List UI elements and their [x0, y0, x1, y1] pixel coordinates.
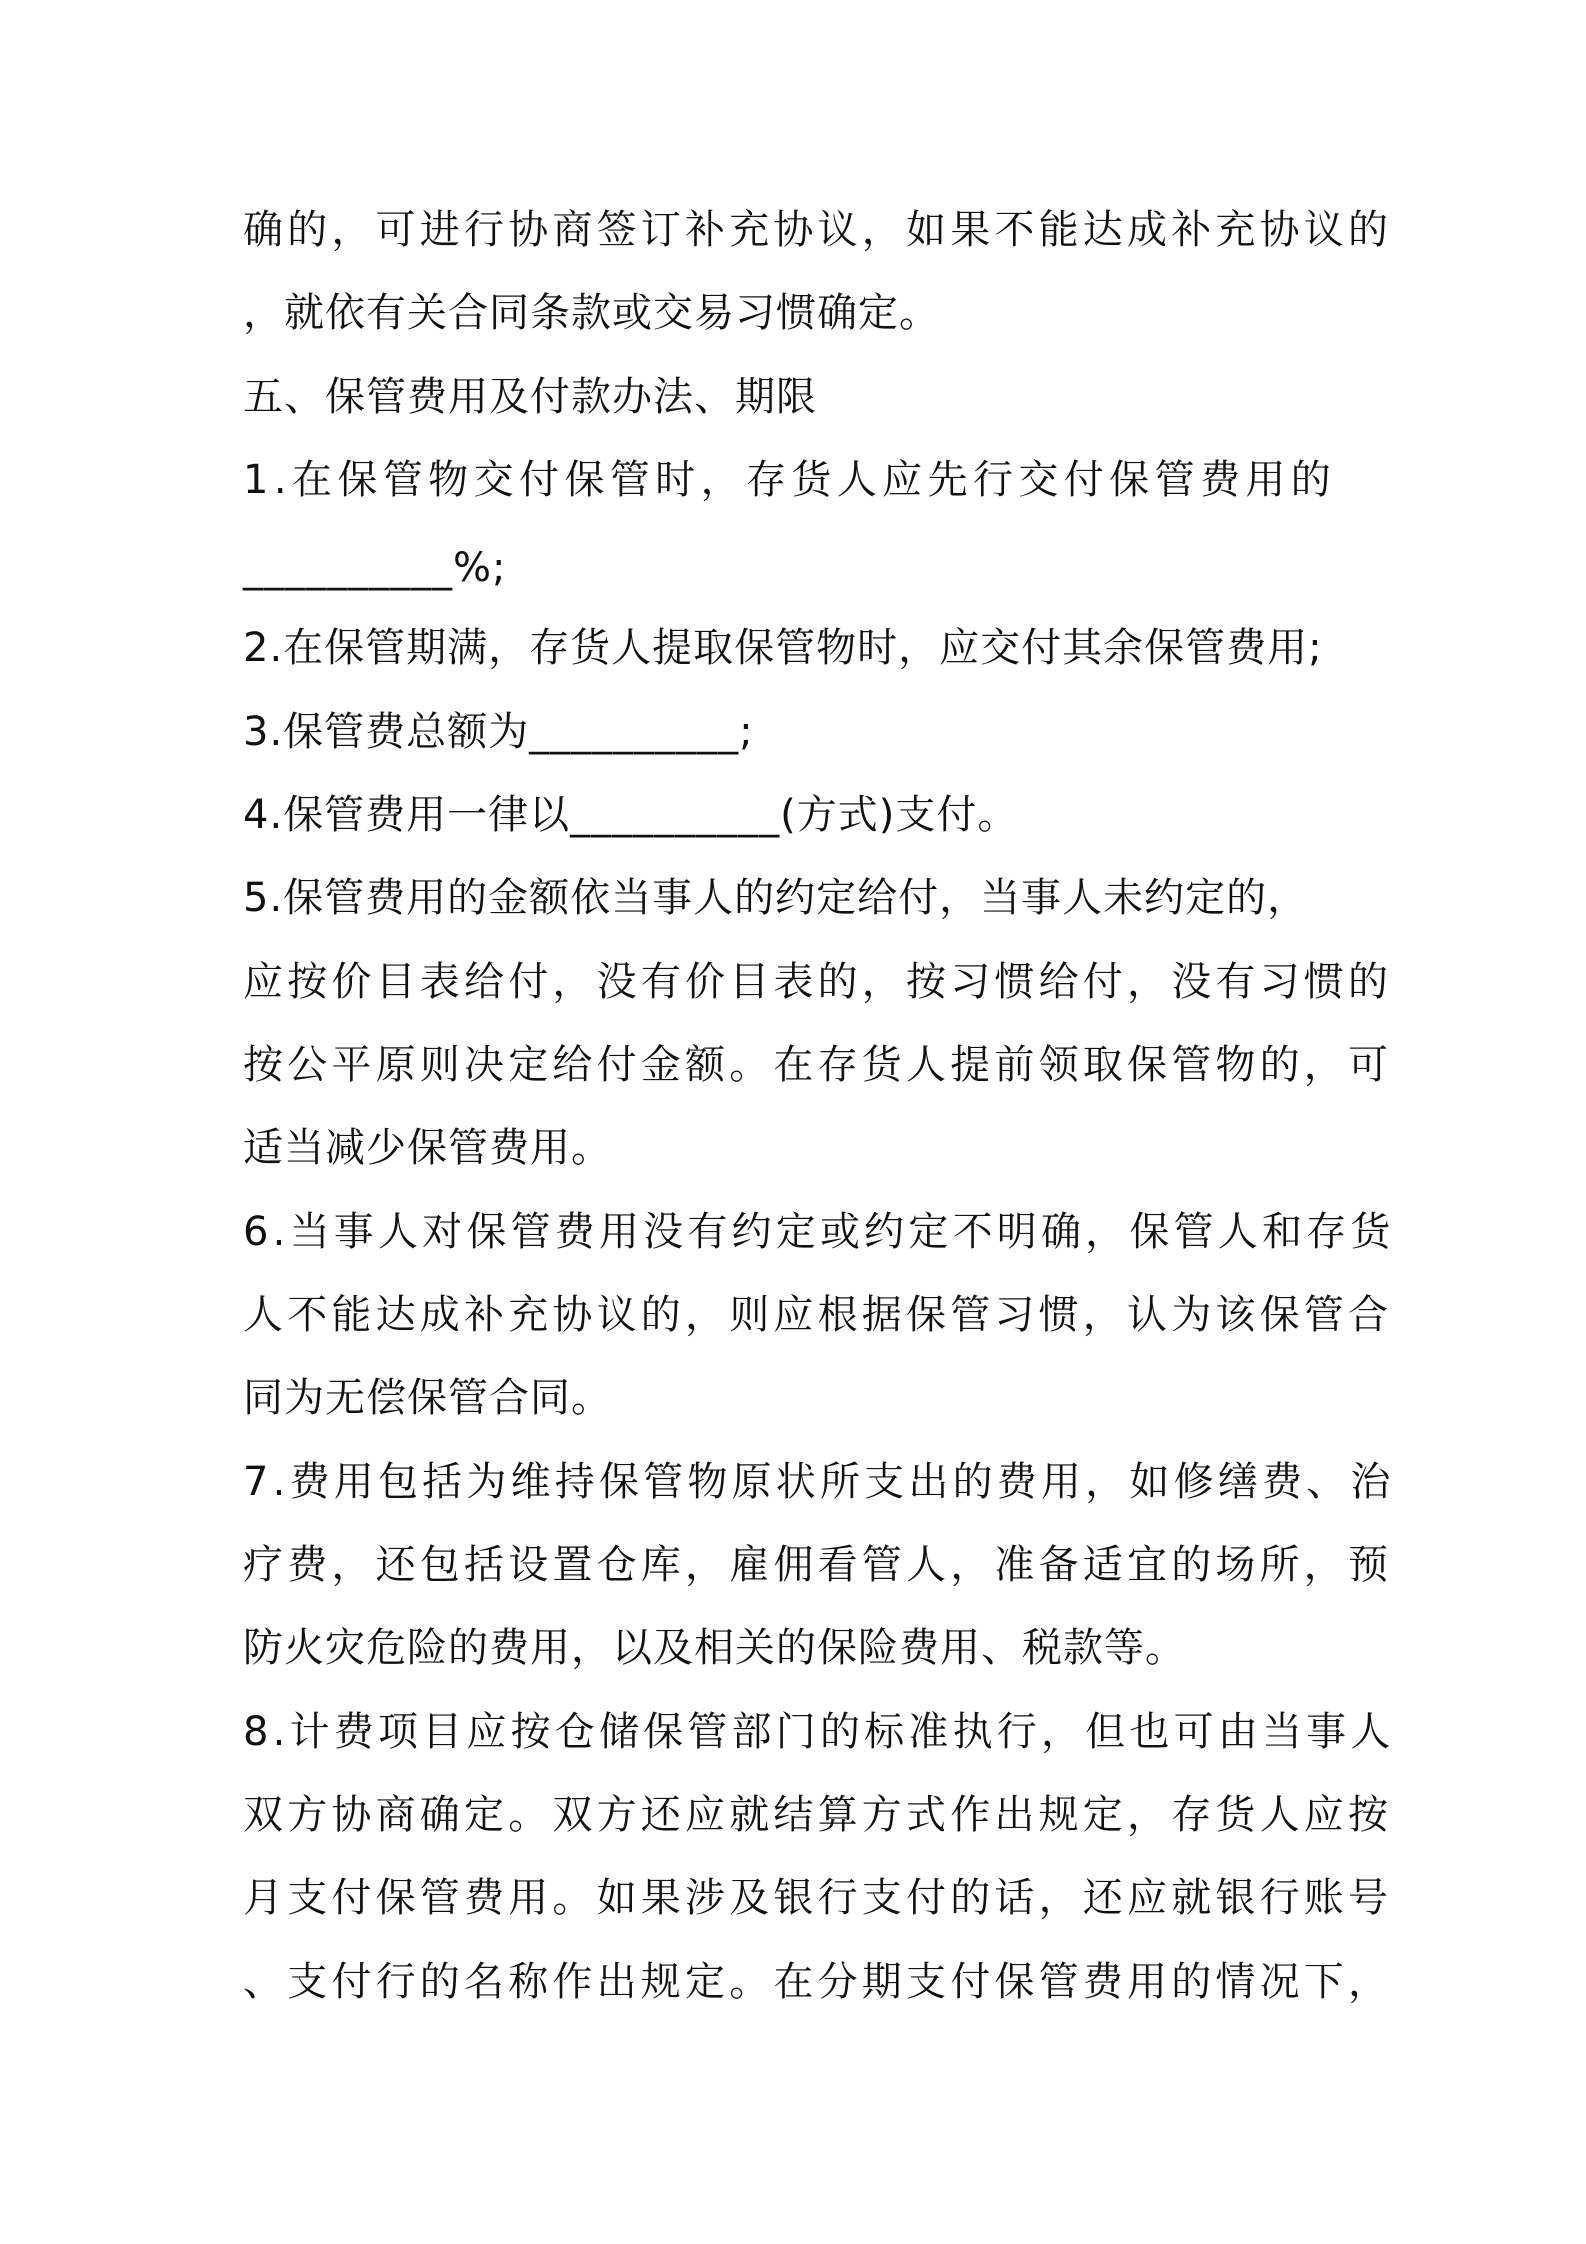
- text-line: 、支付行的名称作出规定。在分期支付保管费用的情况下，: [243, 1959, 1393, 2005]
- text-line: 确的，可进行协商签订补充协议，如果不能达成补充协议的: [243, 207, 1393, 253]
- text-line: 6.当事人对保管费用没有约定或约定不明确，保管人和存货: [243, 1209, 1395, 1255]
- text-line: 防火灾危险的费用，以及相关的保险费用、税款等。: [243, 1625, 1186, 1671]
- text-line: __________%;: [243, 545, 507, 591]
- text-line: 2.在保管期满，存货人提取保管物时，应交付其余保管费用;: [243, 625, 1323, 671]
- text-line: ，就依有关合同条款或交易习惯确定。: [243, 290, 940, 336]
- text-line: 3.保管费总额为__________;: [243, 709, 754, 755]
- text-line: 疗费，还包括设置仓库，雇佣看管人，准备适宜的场所，预: [243, 1542, 1393, 1588]
- text-line: 5.保管费用的金额依当事人的约定给付，当事人未约定的，: [243, 875, 1309, 921]
- text-line: 同为无偿保管合同。: [243, 1375, 612, 1421]
- section-heading: 五、保管费用及付款办法、期限: [243, 374, 817, 420]
- text-line: 1.在保管物交付保管时，存货人应先行交付保管费用的: [243, 457, 1337, 503]
- text-line: 适当减少保管费用。: [243, 1125, 612, 1171]
- text-line: 7.费用包括为维持保管物原状所支出的费用，如修缮费、治: [243, 1459, 1395, 1505]
- text-line: 月支付保管费用。如果涉及银行支付的话，还应就银行账号: [243, 1875, 1393, 1921]
- text-line: 应按价目表给付，没有价目表的，按习惯给付，没有习惯的: [243, 959, 1393, 1005]
- text-line: 按公平原则决定给付金额。在存货人提前领取保管物的，可: [243, 1042, 1393, 1088]
- text-line: 8.计费项目应按仓储保管部门的标准执行，但也可由当事人: [243, 1709, 1395, 1755]
- text-line: 双方协商确定。双方还应就结算方式作出规定，存货人应按: [243, 1792, 1393, 1838]
- text-line: 人不能达成补充协议的，则应根据保管习惯，认为该保管合: [243, 1292, 1393, 1338]
- text-line: 4.保管费用一律以__________(方式)支付。: [243, 792, 1019, 838]
